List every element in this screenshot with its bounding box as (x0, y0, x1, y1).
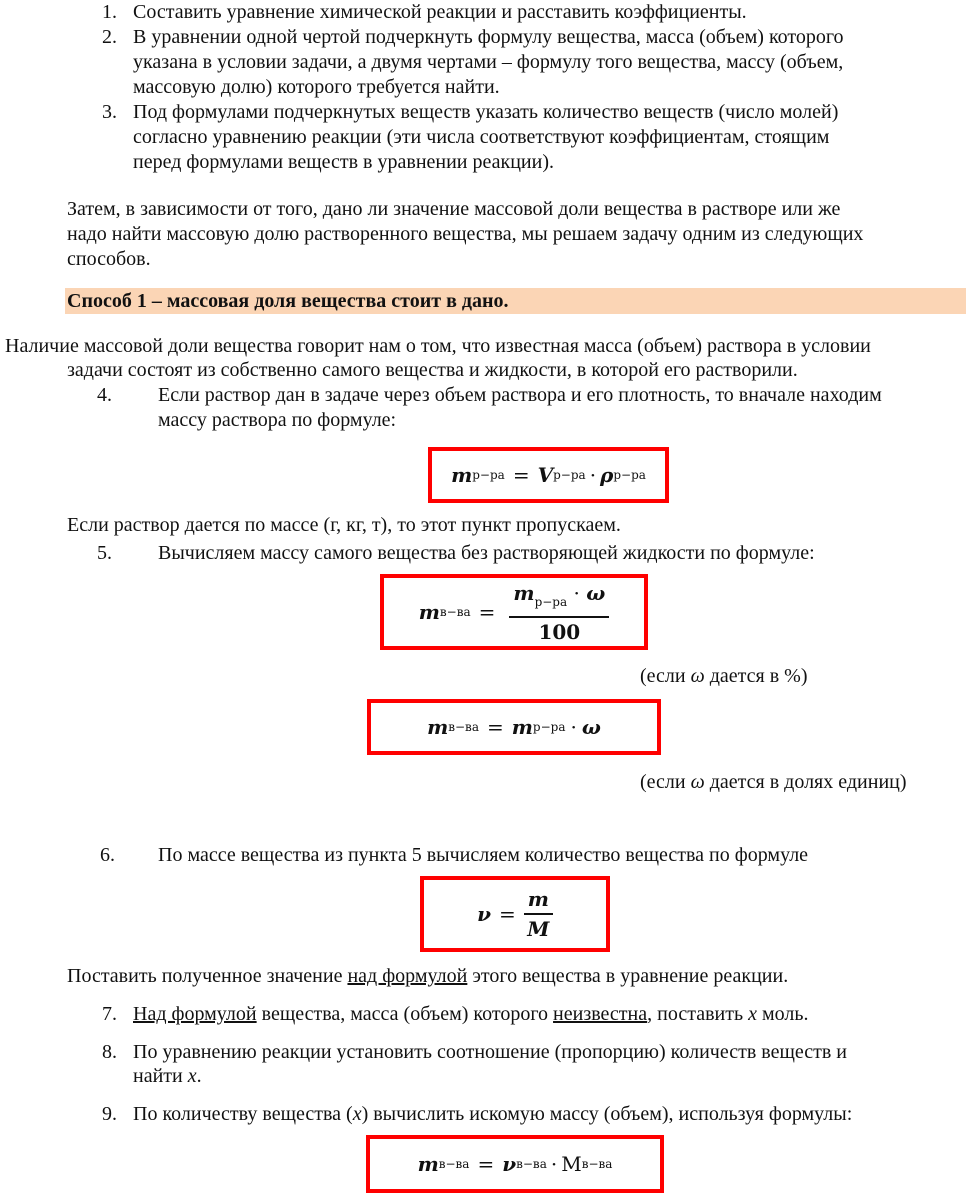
step-text: массу раствора по формуле: (158, 409, 397, 431)
subscript: р−ра (472, 468, 505, 482)
place-note (67, 964, 788, 988)
equals-sign: = (498, 902, 516, 926)
variable-x: x (352, 1103, 362, 1125)
note-fraction (640, 770, 907, 794)
paragraph-line: задачи состоят из собственно самого вещества и жидкости, в которой его растворили. (67, 359, 798, 381)
underlined-text: неизвестна (553, 1003, 648, 1025)
equals-sign: = (477, 1152, 495, 1176)
equals-sign: = (512, 463, 530, 487)
subscript: в−ва (438, 1157, 470, 1171)
variable-x: x (748, 1003, 757, 1025)
multiply-dot: · (589, 463, 597, 487)
omega-symbol: ω (581, 715, 601, 739)
mass-symbol: m (524, 887, 553, 915)
step-text: перед формулами веществ в уравнении реакции). (133, 151, 554, 173)
note-text: Поставить полученное значение (67, 965, 348, 987)
step-text: указана в условии задачи, а двумя чертами – формулу того вещества, массу (объем, (133, 51, 844, 73)
formula-solution-mass-box (428, 447, 669, 503)
formula-substance-mass-fraction-box (367, 699, 661, 755)
subscript: в−ва (439, 605, 471, 619)
note-text: (если (640, 771, 691, 793)
step-number: 7. (102, 1003, 117, 1025)
multiply-dot: · (573, 580, 580, 605)
subscript: в−ва (516, 1157, 547, 1171)
subscript: в−ва (448, 720, 479, 734)
nu-symbol: ν (477, 902, 491, 926)
step-text: Если раствор дан в задаче через объем раствора и его плотность, то вначале находим (158, 384, 882, 406)
step-number: 8. (102, 1041, 117, 1063)
mass-symbol: m (417, 1152, 439, 1176)
text: ) вычислить искомую массу (объем), используя формулы: (361, 1103, 853, 1125)
step-text: По массе вещества из пункта 5 вычисляем количество вещества по формуле (158, 844, 809, 866)
step-text: согласно уравнению реакции (эти числа соответствуют коэффициентам, стоящим (133, 126, 830, 148)
omega-symbol: ω (690, 665, 705, 687)
numerator (509, 581, 609, 618)
fraction (524, 887, 553, 941)
text: найти (133, 1065, 188, 1087)
formula-mass-from-amount-box (366, 1135, 664, 1193)
skip-note: Если раствор дается по массе (г, кг, т), то этот пункт пропускаем. (67, 514, 621, 536)
denominator: 100 (538, 619, 581, 644)
paragraph-line: способов. (67, 248, 151, 270)
fraction (509, 581, 609, 644)
step-text (133, 1102, 852, 1126)
formula-substance-mass-percent-box (380, 574, 648, 650)
step-text: Под формулами подчеркнутых веществ указать количество веществ (число молей) (133, 101, 839, 123)
note-text: этого вещества в уравнение реакции. (467, 965, 789, 987)
multiply-dot: · (550, 1152, 558, 1176)
step-number: 6. (100, 844, 115, 866)
density-symbol: ρ (600, 463, 614, 487)
equals-sign: = (478, 600, 496, 624)
formula-amount-box (420, 876, 610, 952)
volume-symbol: V (537, 463, 554, 487)
omega-symbol: ω (690, 771, 705, 793)
omega-symbol: ω (586, 580, 606, 605)
mass-symbol: m (511, 715, 533, 739)
underlined-text: над формулой (347, 965, 468, 987)
molar-mass-symbol: M (561, 1152, 582, 1176)
step-number: 1. (102, 1, 117, 23)
subscript: р−ра (553, 468, 586, 482)
step-text: По уравнению реакции установить соотношение (пропорцию) количеств веществ и (133, 1041, 848, 1063)
subscript: р−ра (532, 720, 566, 734)
mass-symbol: m (418, 600, 440, 624)
nu-symbol: ν (502, 1152, 517, 1176)
paragraph-line: Затем, в зависимости от того, дано ли значение массовой доли вещества в растворе или же (67, 198, 841, 220)
subscript: р−ра (613, 468, 646, 482)
text: моль. (756, 1003, 809, 1025)
step-text (133, 1064, 202, 1088)
text: , поставить (647, 1003, 749, 1025)
step-number: 5. (97, 542, 112, 564)
paragraph-line: Наличие массовой доли вещества говорит нам о том, что известная масса (объем) раствора в условии (5, 335, 871, 357)
step-text: Составить уравнение химической реакции и расставить коэффициенты. (133, 1, 747, 23)
step-text: В уравнении одной чертой подчеркнуть формулу вещества, масса (объем) которого (133, 26, 844, 48)
step-number: 9. (102, 1103, 117, 1125)
note-text: дается в долях единиц) (704, 771, 907, 793)
note-text: дается в %) (704, 665, 808, 687)
mass-symbol: m (451, 463, 473, 487)
subscript: р−ра (534, 594, 568, 609)
text: По количеству вещества ( (133, 1103, 353, 1125)
step-text (133, 1002, 808, 1026)
step-text: Вычисляем массу самого вещества без растворяющей жидкости по формуле: (158, 542, 815, 564)
text: . (196, 1065, 202, 1087)
step-text: массовую долю) которого требуется найти. (133, 76, 500, 98)
mass-symbol: m (513, 580, 535, 605)
multiply-dot: · (570, 715, 577, 739)
equals-sign: = (486, 715, 504, 739)
step-number: 2. (102, 26, 117, 48)
note-percent (640, 664, 808, 688)
step-number: 4. (97, 384, 112, 406)
method-heading: Способ 1 – массовая доля вещества стоит в дано. (67, 290, 509, 312)
variable-x: x (187, 1065, 197, 1087)
paragraph-line: надо найти массовую долю растворенного вещества, мы решаем задачу одним из следующих (67, 223, 864, 245)
step-number: 3. (102, 101, 117, 123)
text: вещества, масса (объем) которого (256, 1003, 554, 1025)
molar-mass-symbol: M (527, 917, 550, 941)
mass-symbol: m (427, 715, 449, 739)
note-text: (если (640, 665, 691, 687)
subscript: в−ва (581, 1157, 613, 1171)
underlined-text: Над формулой (133, 1003, 257, 1025)
